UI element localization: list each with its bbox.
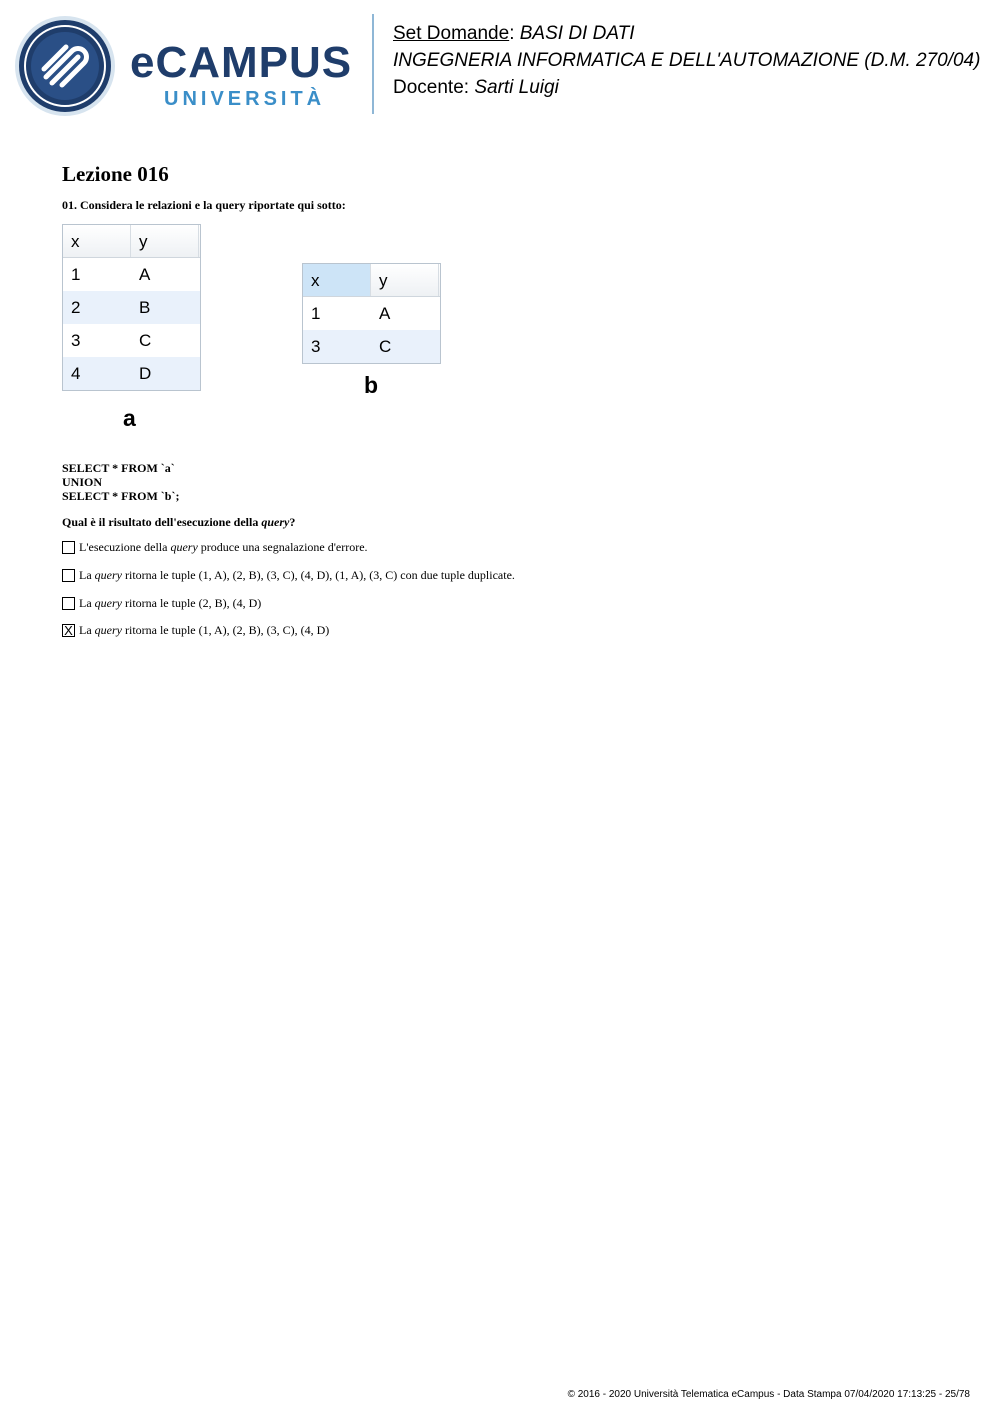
table-header-row (63, 225, 200, 258)
logo-main-text: eCAMPUS (130, 38, 353, 87)
relation-table-b (302, 263, 441, 364)
header-docente-line (393, 77, 559, 99)
option-emphasis: query (94, 623, 122, 637)
lesson-title: Lezione 016 (62, 162, 169, 186)
sql-line: SELECT * FROM `b`; (62, 489, 180, 503)
university-seal-logo (14, 15, 116, 117)
answer-option[interactable] (62, 596, 261, 611)
answer-option[interactable] (62, 568, 515, 583)
option-text: ritorna le tuple (2, B), (4, D) (124, 596, 262, 610)
header-set-line: Set Domande: BASI DI DATI (393, 23, 635, 44)
column-header: x (303, 264, 371, 296)
option-emphasis: query (94, 568, 122, 582)
option-text: La (79, 568, 92, 582)
option-emphasis: query (94, 596, 122, 610)
table-row (63, 258, 200, 291)
sql-line: SELECT * FROM `a` (62, 461, 175, 475)
option-emphasis: query (170, 540, 198, 554)
table-cell: 2 (71, 298, 81, 317)
table-cell: 3 (311, 337, 321, 356)
header-divider (372, 14, 374, 114)
table-a-caption: a (123, 405, 136, 431)
table-cell: A (379, 304, 391, 323)
answer-prompt (62, 515, 295, 530)
sql-line: UNION (62, 475, 103, 489)
prompt-text: Qual è il risultato dell'esecuzione della (62, 515, 262, 529)
answer-option[interactable] (62, 540, 368, 555)
header-course: INGEGNERIA INFORMATICA E DELL'AUTOMAZIONE (D.M. 270/04) (393, 50, 981, 71)
answer-checkbox[interactable] (62, 569, 75, 582)
prompt-end: ? (289, 515, 296, 529)
table-row (63, 357, 200, 390)
table-row (303, 297, 440, 330)
answer-checkbox[interactable] (62, 597, 75, 610)
docente-value: Sarti Luigi (474, 77, 559, 98)
set-label: Set Domande (393, 23, 510, 44)
answer-checkbox[interactable] (62, 541, 75, 554)
option-text: produce una segnalazione d'errore. (200, 540, 368, 554)
column-header: y (131, 225, 199, 257)
table-cell: 3 (71, 331, 81, 350)
option-text: ritorna le tuple (1, A), (2, B), (3, C), (4, D) (124, 623, 330, 637)
ecampus-wordmark (130, 38, 360, 118)
table-cell: 4 (71, 364, 81, 383)
relation-table-a (62, 224, 201, 391)
docente-label: Docente: (393, 77, 470, 98)
table-row (63, 291, 200, 324)
option-text: La (79, 596, 92, 610)
table-cell: D (139, 364, 152, 383)
logo-sub-text: UNIVERSITÀ (164, 88, 326, 110)
table-cell: A (139, 265, 151, 284)
table-cell: 1 (311, 304, 321, 323)
table-cell: C (379, 337, 392, 356)
answer-option-selected[interactable] (62, 623, 329, 638)
set-value: BASI DI DATI (519, 23, 635, 44)
option-text: La (79, 623, 92, 637)
column-header: y (371, 264, 439, 296)
answer-checkbox-checked[interactable]: X (62, 624, 75, 637)
column-header: x (63, 225, 131, 257)
option-text: ritorna le tuple (1, A), (2, B), (3, C), (4, D), (1, A), (3, C) con due tuple duplicate. (124, 568, 515, 582)
table-row (303, 330, 440, 363)
prompt-emphasis: query (261, 515, 290, 529)
table-cell: B (139, 298, 151, 317)
page-footer: © 2016 - 2020 Università Telematica eCampus - Data Stampa 07/04/2020 17:13:25 - 25/78 (567, 1389, 970, 1400)
table-b-caption: b (364, 372, 379, 398)
table-cell: 1 (71, 265, 81, 284)
table-row (63, 324, 200, 357)
question-text: 01. Considera le relazioni e la query riportate qui sotto: (62, 198, 346, 212)
table-header-row (303, 264, 440, 297)
table-cell: C (139, 331, 152, 350)
option-text: L'esecuzione della (79, 540, 168, 554)
